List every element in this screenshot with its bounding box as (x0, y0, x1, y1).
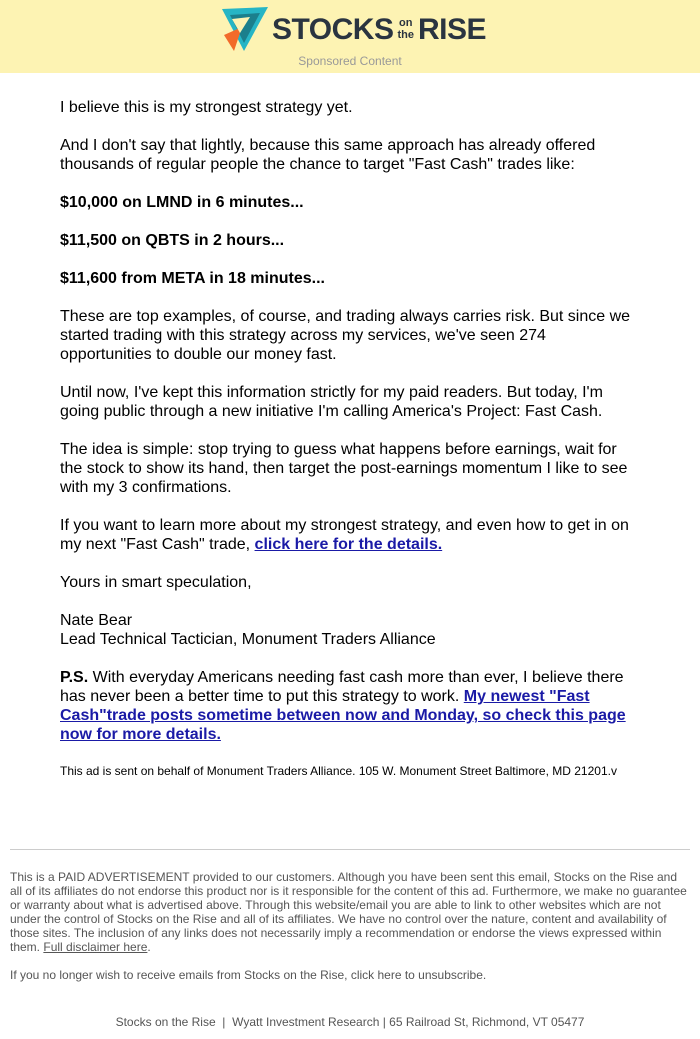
sender-address: This ad is sent on behalf of Monument Traders Alliance. 105 W. Monument Street Baltimore, MD 21201.v (60, 764, 617, 778)
paragraph-public: Until now, I've kept this information strictly for my paid readers. But today, I'm going public through a new initiative I'm calling America's Project: Fast Cash. (60, 384, 603, 420)
postscript (60, 668, 640, 744)
signature-name: Nate Bear (60, 612, 133, 629)
unsubscribe-text[interactable]: If you no longer wish to receive emails from Stocks on the Rise, click here to unsubscribe. (10, 968, 487, 982)
cta-text: If you want to learn more about my strongest strategy, and even how to get in on my next "Fast Cash" trade, (60, 517, 629, 553)
company-address: Stocks on the Rise | Wyatt Investment Research | 65 Railroad St, Richmond, VT 05477 (115, 1015, 585, 1029)
trade-example-2: $11,500 on QBTS in 2 hours... (60, 232, 285, 249)
trade-example-1: $10,000 on LMND in 6 minutes... (60, 194, 304, 211)
paragraph-cta (60, 516, 640, 554)
ps-label: P.S. (60, 669, 89, 686)
paragraph-approach: And I don't say that lightly, because this same approach has already offered thousands of regular people the chance to target "Fast Cash" trades like: (60, 137, 596, 173)
sponsored-label: Sponsored Content (298, 54, 402, 68)
trade-example-3: $11,600 from META in 18 minutes... (60, 270, 325, 287)
disclaimer-text: This is a PAID ADVERTISEMENT provided to our customers. Although you have been sent this email, Stocks on the Rise and all of its affiliates do not endorse this product nor is it responsible for the content of this ad. Furthermore, we make no guarantee or warranty about what is advertised above. Through this website/email you are able to link to other websites which are not under the control of Stocks on the Rise and all of its affiliates. We have no control over the nature, content and availability of those sites. The inclusion of any links does not necessarily imply a recommendation or endorse the views expressed within them. Full disclaimer here. (10, 870, 687, 954)
full-disclaimer-link[interactable]: Full disclaimer here (43, 940, 148, 954)
footer (10, 870, 690, 982)
details-link[interactable]: click here for the details. (254, 536, 443, 553)
logo-wordmark (272, 13, 486, 53)
paragraph-examples: These are top examples, of course, and trading always carries risk. But since we started trading with this strategy across my services, we've seen 274 opportunities to double our money fast. (60, 308, 631, 363)
closing-line: Yours in smart speculation, (60, 574, 252, 591)
ps-text: With everyday Americans needing fast cash more than ever, I believe there has never been a better time to put this strategy to work. (60, 669, 624, 705)
email-header (0, 0, 700, 73)
logo-word-rise: RISE (417, 13, 486, 46)
email-body (0, 98, 700, 778)
footer-divider (10, 849, 690, 850)
logo-word-stocks: STOCKS (272, 13, 394, 46)
signature (60, 611, 640, 649)
brand-logo[interactable] (220, 5, 490, 53)
paragraph-idea: The idea is simple: stop trying to guess what happens before earnings, wait for the stock to show its hand, then target the post-earnings momentum I like to see with my 3 confirmations. (60, 441, 628, 496)
signature-title: Lead Technical Tactician, Monument Traders Alliance (60, 631, 436, 648)
paragraph-intro: I believe this is my strongest strategy yet. (60, 99, 353, 116)
logo-triangle-icon (220, 5, 270, 53)
ps-details-link[interactable]: My newest "Fast Cash"trade posts sometime between now and Monday, so check this page now for more details. (60, 688, 626, 743)
logo-word-on-the: on the (397, 17, 414, 41)
